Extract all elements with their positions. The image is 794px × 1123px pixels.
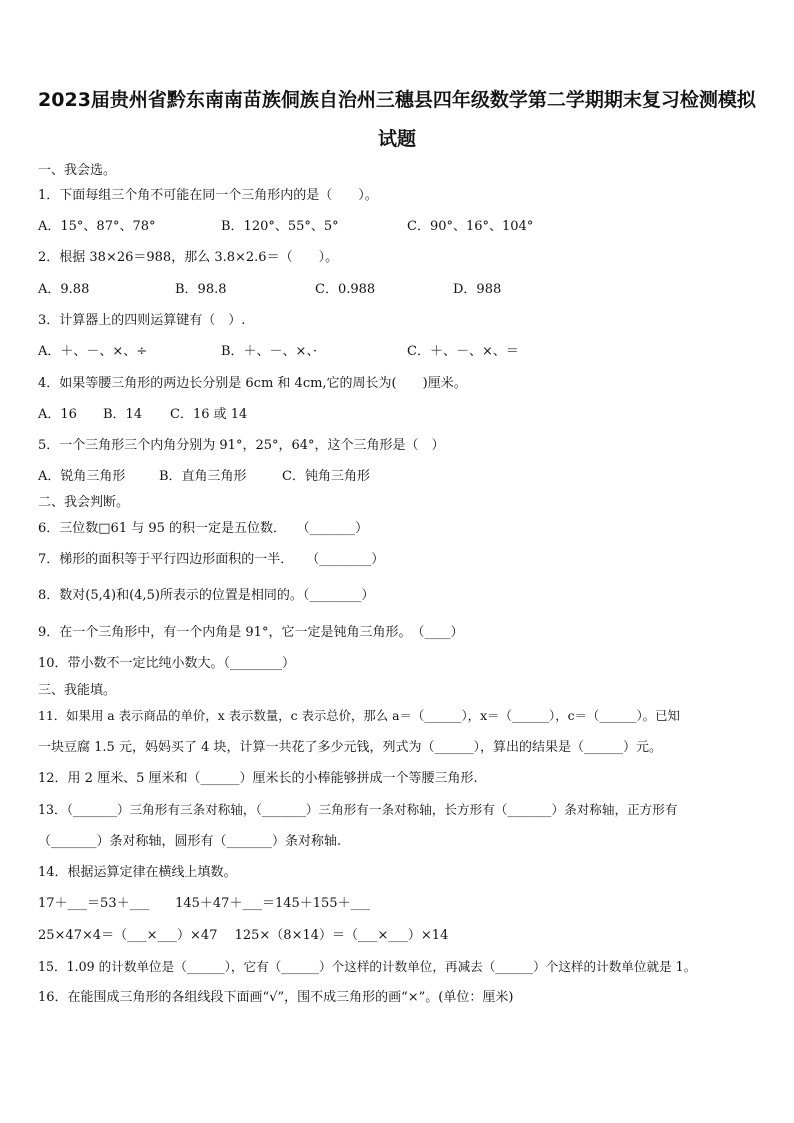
option-c: C．16 或 14 [170, 407, 248, 422]
option-a: A．9.88 [38, 282, 90, 297]
question-14: 14．根据运算定律在横线上填数。 [38, 865, 237, 880]
question-6: 6．三位数□61 与 95 的积一定是五位数． （_______） [38, 521, 369, 536]
question-5: 5．一个三角形三个内角分别为 91°，25°，64°，这个三角形是（ ） [38, 438, 445, 453]
question-8: 8．数对(5,4)和(4,5)所表示的位置是相同的。（________） [38, 588, 375, 603]
option-a: A．＋、－、×、÷ [38, 344, 148, 359]
option-b: B．120°、55°、5° [221, 219, 339, 234]
question-4: 4．如果等腰三角形的两边长分别是 6cm 和 4cm,它的周长为( )厘米。 [38, 376, 467, 391]
section-heading-fill: 三、我能填。 [38, 683, 117, 698]
question-13-line-1: 13．（_______）三角形有三条对称轴，（_______）三角形有一条对称轴，长方形有（_______）条对称轴，正方形有 [38, 802, 678, 817]
question-5-options [38, 468, 760, 486]
question-9: 9．在一个三角形中，有一个内角是 91°，它一定是钝角三角形。 （____） [38, 625, 464, 640]
question-12: 12．用 2 厘米、5 厘米和（______）厘米长的小棒能够拼成一个等腰三角形. [38, 771, 478, 786]
question-11-line-2: 一块豆腐 1.5 元，妈妈买了 4 块，计算一共花了多少元钱，列式为（______），算出的结果是（______）元。 [38, 740, 662, 755]
option-a: A．16 [38, 407, 77, 422]
option-c: C．90°、16°、104° [407, 219, 534, 234]
question-3-options [38, 343, 760, 361]
question-16: 16．在能围成三角形的各组线段下面画“√”，围不成三角形的画“×”。(单位：厘米) [38, 990, 514, 1005]
question-1: 1．下面每组三个角不可能在同一个三角形内的是（ ）。 [38, 188, 378, 203]
title-line-1: 2023届贵州省黔东南南苗族侗族自治州三穗县四年级数学第二学期期末复习检测模拟 [38, 89, 756, 111]
option-b: B．14 [103, 407, 143, 422]
option-a: A．锐角三角形 [38, 469, 126, 484]
option-c: C．＋、－、×、＝ [407, 344, 519, 359]
option-b: B．直角三角形 [159, 469, 247, 484]
question-1-options [38, 218, 760, 236]
question-2-options [38, 281, 760, 299]
question-15: 15．1.09 的计数单位是（______），它有（______）个这样的计数单位，再减去（______）个这样的计数单位就是 1。 [38, 959, 697, 974]
question-13-line-2: （_______）条对称轴，圆形有（_______）条对称轴. [38, 834, 342, 849]
option-c: C．钝角三角形 [282, 469, 370, 484]
question-2: 2．根据 38×26＝988，那么 3.8×2.6＝（ ）。 [38, 250, 339, 265]
question-4-options [38, 406, 760, 424]
question-11-line-1: 11．如果用 a 表示商品的单价，x 表示数量，c 表示总价，那么 a＝（______），x＝（______），c＝（______）。已知 [38, 708, 680, 723]
question-14-row-2: 25×47×4＝（___×___）×47 125×（8×14）＝（___×___）×14 [38, 928, 449, 943]
option-d: D．988 [453, 282, 502, 297]
question-10: 10．带小数不一定比纯小数大。（________） [38, 656, 296, 671]
section-heading-choose: 一、我会选。 [38, 163, 117, 178]
option-a: A．15°、87°、78° [38, 219, 156, 234]
title-line-2: 试题 [377, 128, 416, 150]
question-14-row-1: 17＋___＝53＋___ 145＋47＋___＝145＋155＋___ [38, 896, 371, 911]
question-3: 3．计算器上的四则运算键有（ ）. [38, 313, 246, 328]
section-heading-judge: 二、我会判断。 [38, 495, 130, 510]
question-7: 7．梯形的面积等于平行四边形面积的一半． （________） [38, 552, 385, 567]
option-c: C．0.988 [315, 282, 376, 297]
option-b: B．98.8 [175, 282, 227, 297]
option-b: B．＋、－、×、· [221, 344, 318, 359]
